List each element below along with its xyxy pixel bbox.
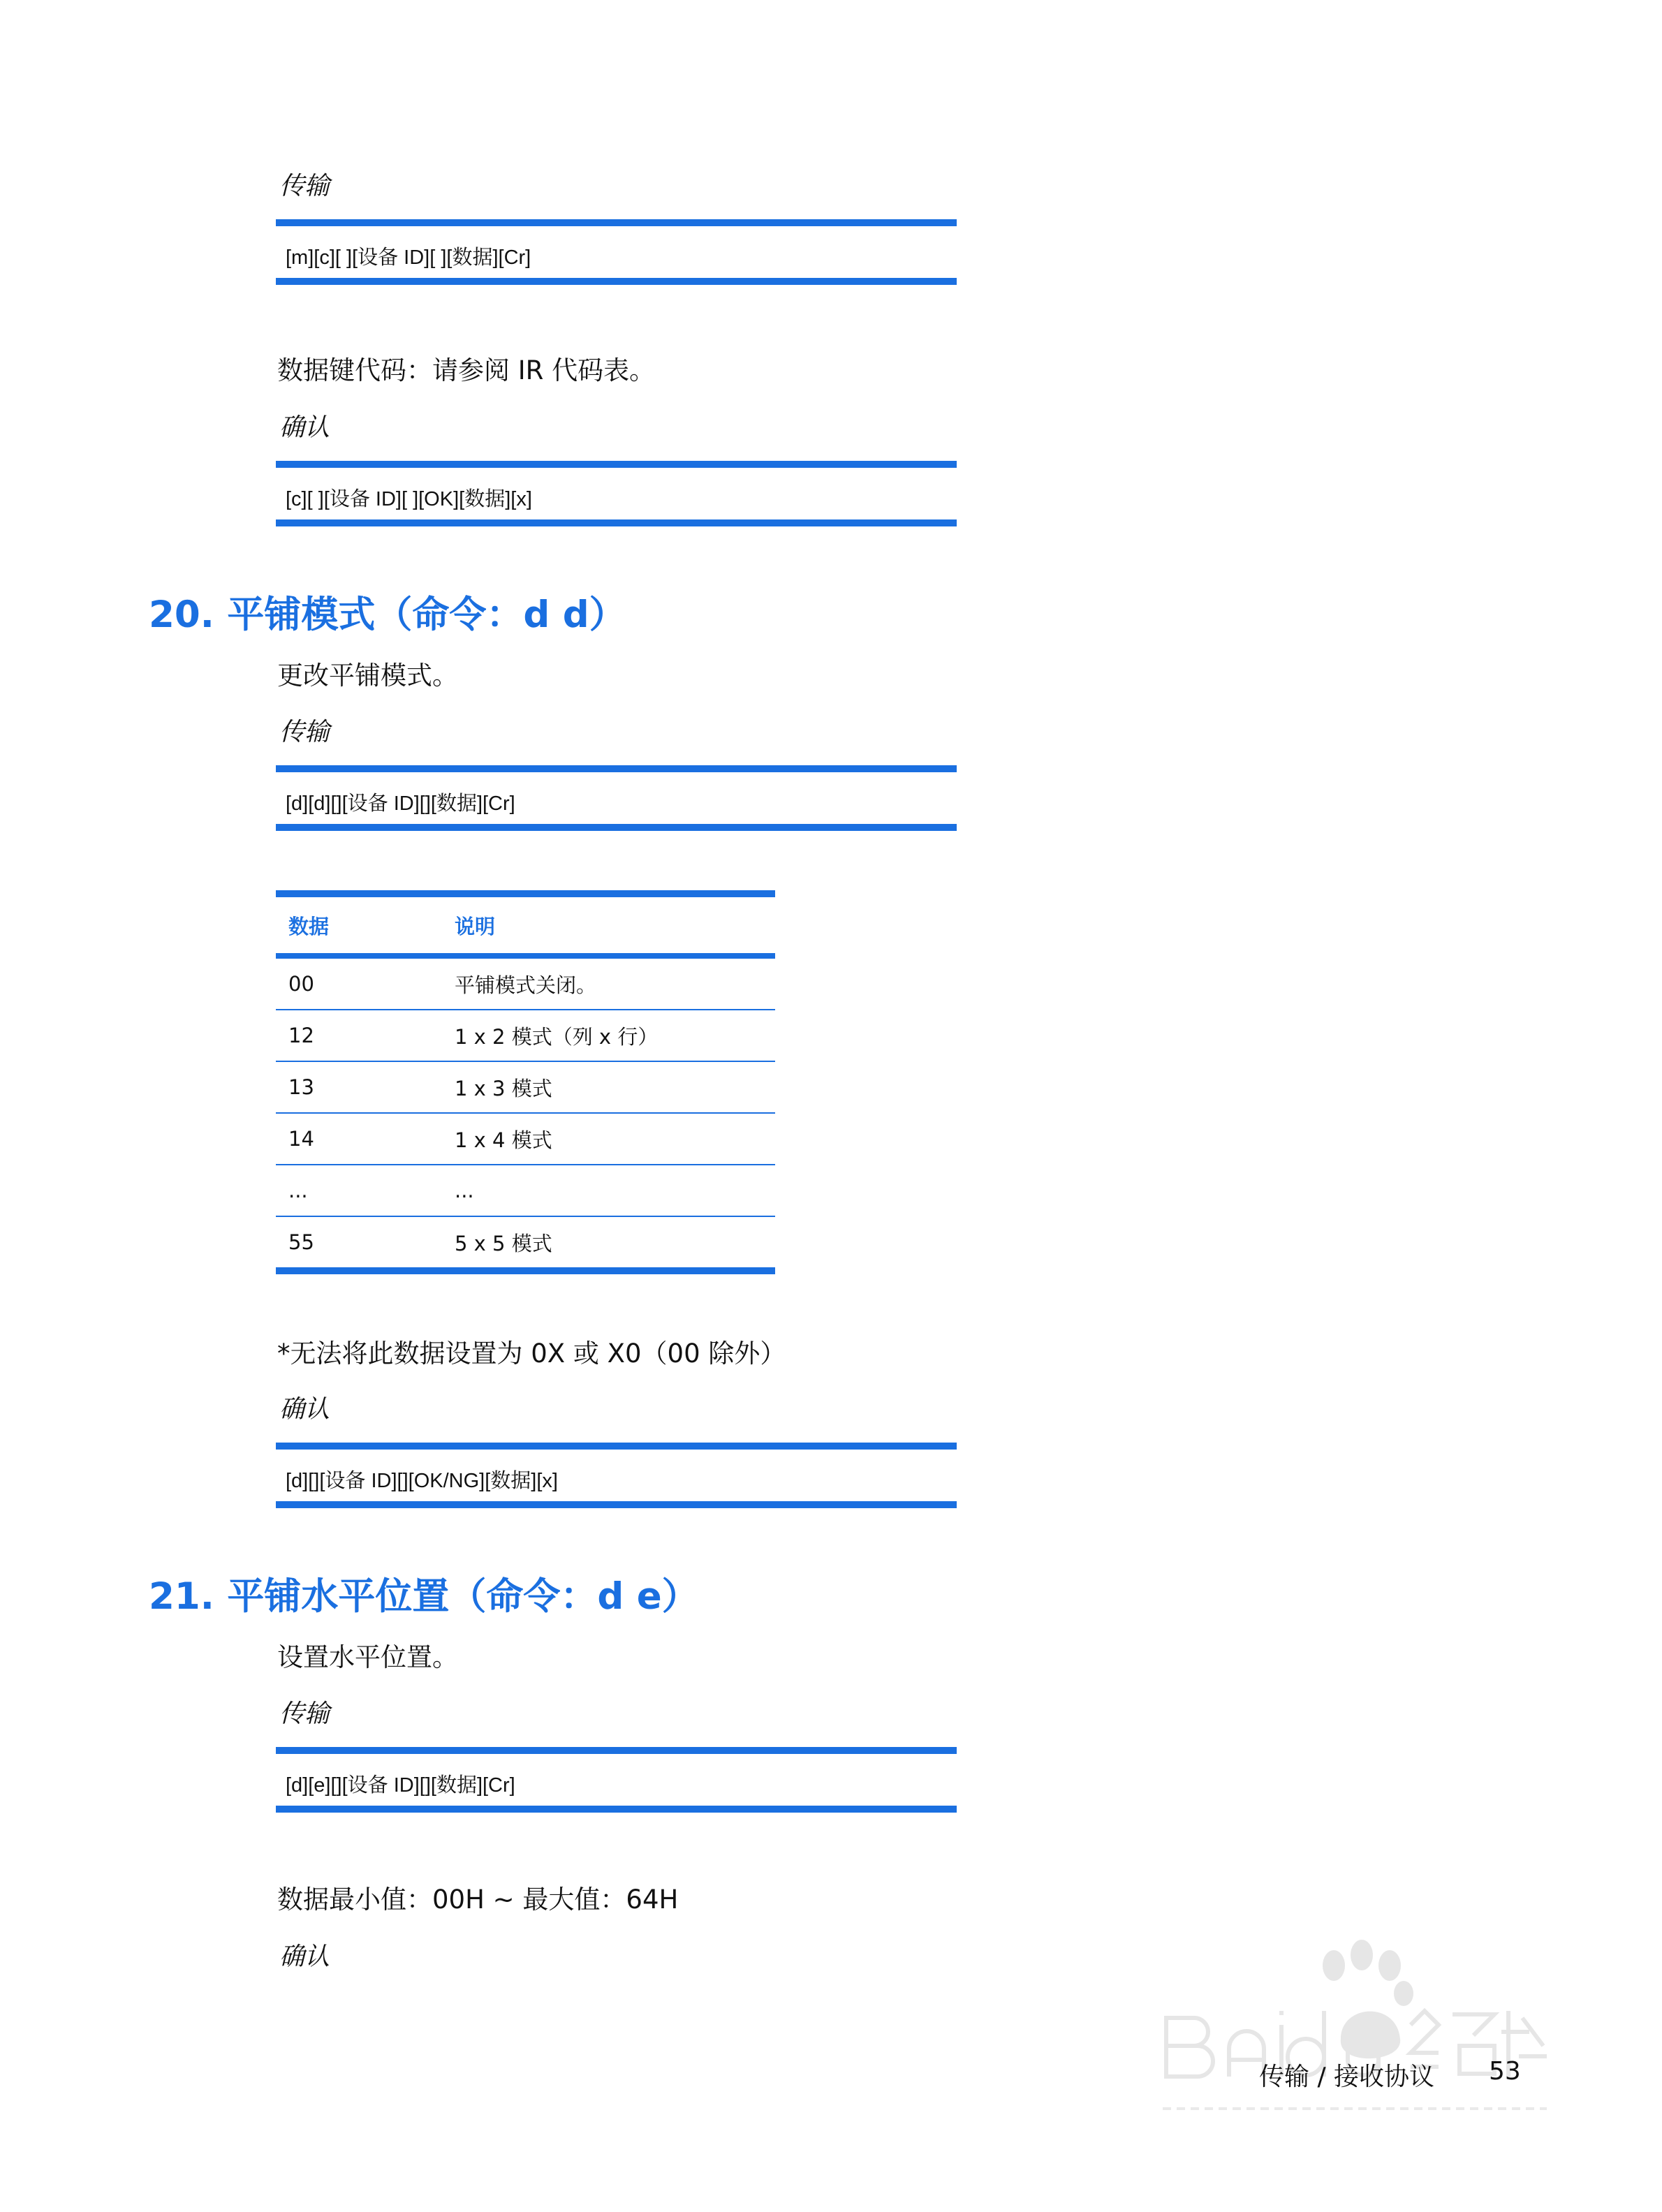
transmit-label: 传输 <box>279 1699 330 1728</box>
ack-code: [c][ ][设备 ID][ ][OK][数据][x] <box>286 488 532 510</box>
table-cell-description: 5 x 5 模式 <box>455 1231 552 1255</box>
section-heading-21: 21. 平铺水平位置（命令：d e） <box>149 1575 699 1618</box>
table-row <box>276 1113 775 1165</box>
section-description: 更改平铺模式。 <box>277 661 458 691</box>
table-cell-data: 00 <box>276 956 442 1010</box>
table-cell-data: 13 <box>276 1061 442 1113</box>
transmit-code: [d][d][][设备 ID][][数据][Cr] <box>286 792 515 815</box>
table-cell-data: ... <box>276 1165 442 1216</box>
ack-code: [d][][设备 ID][][OK/NG][数据][x] <box>286 1470 558 1492</box>
table-row <box>276 956 775 1010</box>
table-cell-description: 1 x 2 模式（列 x 行） <box>442 1010 775 1061</box>
baidu-watermark-logo <box>1159 1934 1550 2144</box>
table-row <box>276 1216 775 1271</box>
table-cell-description: 1 x 3 模式 <box>442 1061 775 1113</box>
table-row <box>276 1165 775 1216</box>
table-row <box>276 1061 775 1113</box>
data-range-note: 数据最小值：00H ~ 最大值：64H <box>277 1885 679 1915</box>
transmit-code: [m][c][ ][设备 ID][ ][数据][Cr] <box>286 246 531 269</box>
footer-section-title: 传输 / 接收协议 <box>1259 2063 1435 2091</box>
column-header-description: 说明 <box>442 894 775 956</box>
table-cell-data: 14 <box>276 1113 442 1165</box>
table-cell-data: 55 <box>288 1230 314 1254</box>
ack-label: 确认 <box>279 1395 330 1424</box>
transmit-code-box <box>276 1747 957 1813</box>
section-description: 设置水平位置。 <box>277 1642 458 1672</box>
table-cell-description: 1 x 4 模式 <box>442 1113 775 1165</box>
transmit-label: 传输 <box>279 718 330 746</box>
table-cell-data: 12 <box>276 1010 442 1061</box>
ack-label: 确认 <box>279 1942 330 1971</box>
table-cell-description: ... <box>442 1165 775 1216</box>
ack-label: 确认 <box>279 413 330 442</box>
table-row <box>276 1010 775 1061</box>
section-heading-20: 20. 平铺模式（命令：d d） <box>149 593 626 636</box>
data-restriction-note: *无法将此数据设置为 0X 或 X0（00 除外） <box>277 1339 786 1369</box>
ack-code-box <box>276 1443 957 1508</box>
transmit-code-box <box>276 219 957 285</box>
column-header-data: 数据 <box>276 894 442 956</box>
ack-code-box <box>276 461 957 526</box>
transmit-label: 传输 <box>279 172 330 200</box>
table-header-row <box>276 894 775 956</box>
transmit-code: [d][e][][设备 ID][][数据][Cr] <box>286 1774 515 1797</box>
page-number: 53 <box>1489 2057 1521 2086</box>
tile-mode-table <box>276 890 775 1274</box>
transmit-code-box <box>276 765 957 831</box>
table-cell-description: 平铺模式关闭。 <box>442 956 775 1010</box>
data-key-note: 数据键代码：请参阅 IR 代码表。 <box>277 355 656 385</box>
